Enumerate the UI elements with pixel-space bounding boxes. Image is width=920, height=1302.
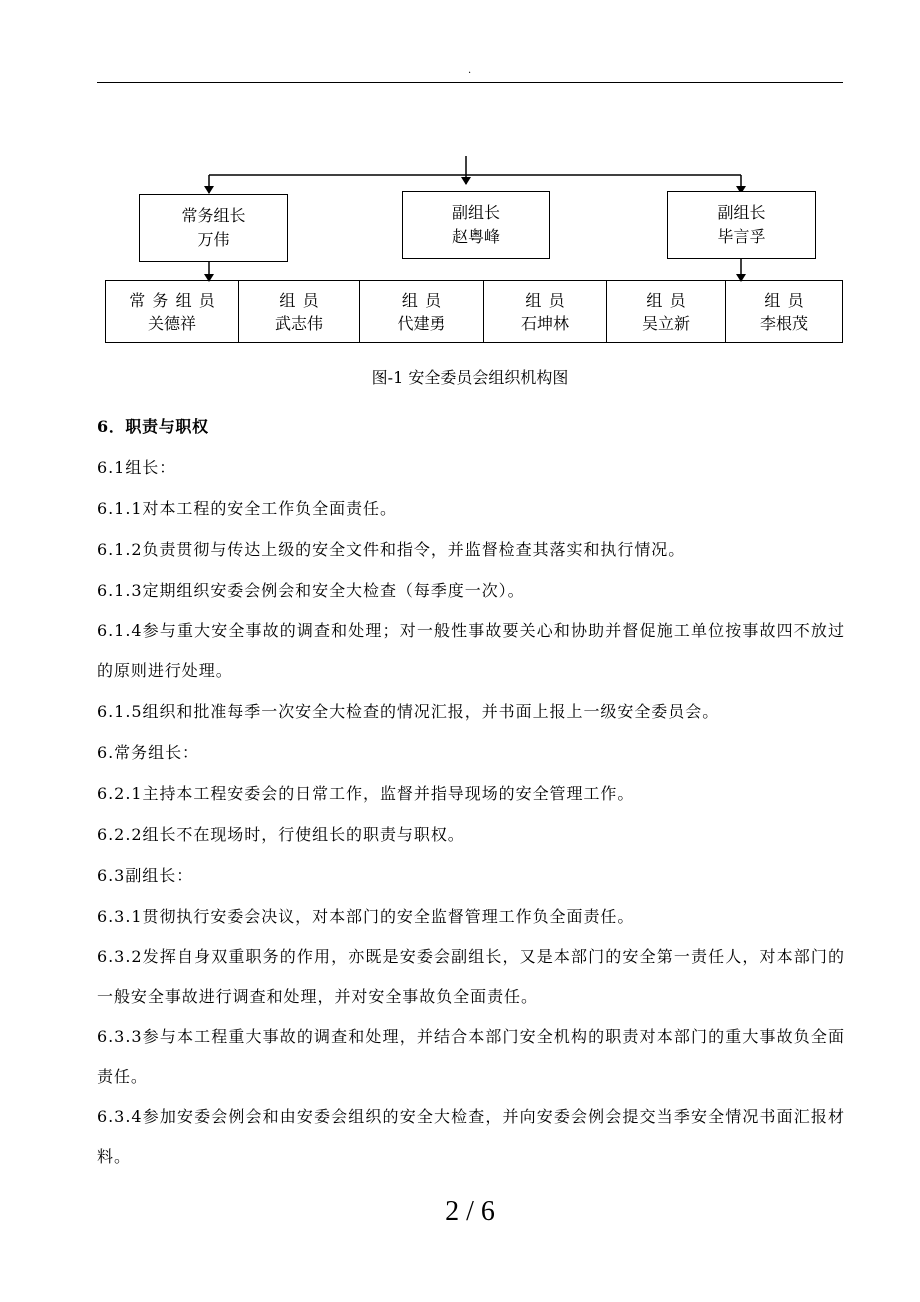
org-box-name: 毕言孚 xyxy=(717,227,766,246)
org-box-deputy-leader-2 xyxy=(667,191,816,259)
member-name: 李根茂 xyxy=(759,313,808,333)
org-chart xyxy=(0,0,920,360)
member-role: 常务组员 xyxy=(129,290,222,310)
member-cell xyxy=(238,280,359,343)
member-cell xyxy=(483,280,606,343)
org-box-title: 副组长 xyxy=(717,203,766,222)
member-role: 组员 xyxy=(525,290,572,310)
paragraph: 6.2.2组长不在现场时，行使组长的职责与职权。 xyxy=(97,825,465,844)
paragraph: 6.3副组长： xyxy=(97,866,194,885)
paragraph: 6.2.1主持本工程安委会的日常工作，监督并指导现场的安全管理工作。 xyxy=(97,784,635,803)
paragraph: 6.3.3参与本工程重大事故的调查和处理，并结合本部门安全机构的职责对本部门的重大事故负全面责任。 xyxy=(97,1027,845,1086)
member-cell xyxy=(725,280,843,343)
paragraph: 6.3.2发挥自身双重职务的作用，亦既是安委会副组长，又是本部门的安全第一责任人，对本部门的一般安全事故进行调查和处理，并对安全事故负全面责任。 xyxy=(97,947,845,1006)
member-role: 组员 xyxy=(401,290,449,310)
org-box-title: 副组长 xyxy=(451,203,500,222)
page-number: 2 / 6 xyxy=(445,1196,495,1227)
paragraph: 6.3.4参加安委会例会和由安委会组织的安全大检查，并向安委会例会提交当季安全情况书面汇报材料。 xyxy=(97,1107,845,1166)
member-name: 代建勇 xyxy=(397,313,446,333)
org-box-deputy-leader-1 xyxy=(402,191,550,259)
org-box-name: 赵粤峰 xyxy=(451,227,500,246)
figure-caption: 图-1 安全委员会组织机构图 xyxy=(371,368,569,387)
member-role: 组员 xyxy=(646,290,693,310)
paragraph: 6.1.4参与重大安全事故的调查和处理；对一般性事故要关心和协助并督促施工单位按事故四不放过的原则进行处理。 xyxy=(97,621,845,680)
member-name: 武志伟 xyxy=(274,313,323,333)
member-cell xyxy=(105,280,238,343)
paragraph: 6.1.3定期组织安委会例会和安全大检查（每季度一次）。 xyxy=(97,581,525,600)
paragraph: 6.1.5组织和批准每季一次安全大检查的情况汇报，并书面上报上一级安全委员会。 xyxy=(97,702,720,721)
paragraph: 6.1.1对本工程的安全工作负全面责任。 xyxy=(97,499,397,518)
paragraph: 6.3.1贯彻执行安委会决议，对本部门的安全监督管理工作负全面责任。 xyxy=(97,907,635,926)
member-cell xyxy=(606,280,725,343)
member-name: 关德祥 xyxy=(147,313,196,333)
org-box-executive-leader xyxy=(139,194,288,262)
member-role: 组员 xyxy=(764,290,811,310)
header-mark: . xyxy=(468,65,472,76)
section-heading: 6．职责与职权 xyxy=(97,417,209,436)
member-role: 组员 xyxy=(279,290,326,310)
section-content xyxy=(97,406,845,1177)
member-cell xyxy=(359,280,483,343)
member-name: 吴立新 xyxy=(641,313,690,333)
paragraph: 6.1.2负责贯彻与传达上级的安全文件和指令，并监督检查其落实和执行情况。 xyxy=(97,540,686,559)
org-box-title: 常务组长 xyxy=(181,206,246,225)
org-box-name: 万伟 xyxy=(197,230,230,249)
paragraph: 6.1组长： xyxy=(97,458,177,477)
member-name: 石坤林 xyxy=(520,313,569,333)
paragraph: 6.常务组长： xyxy=(97,743,199,762)
